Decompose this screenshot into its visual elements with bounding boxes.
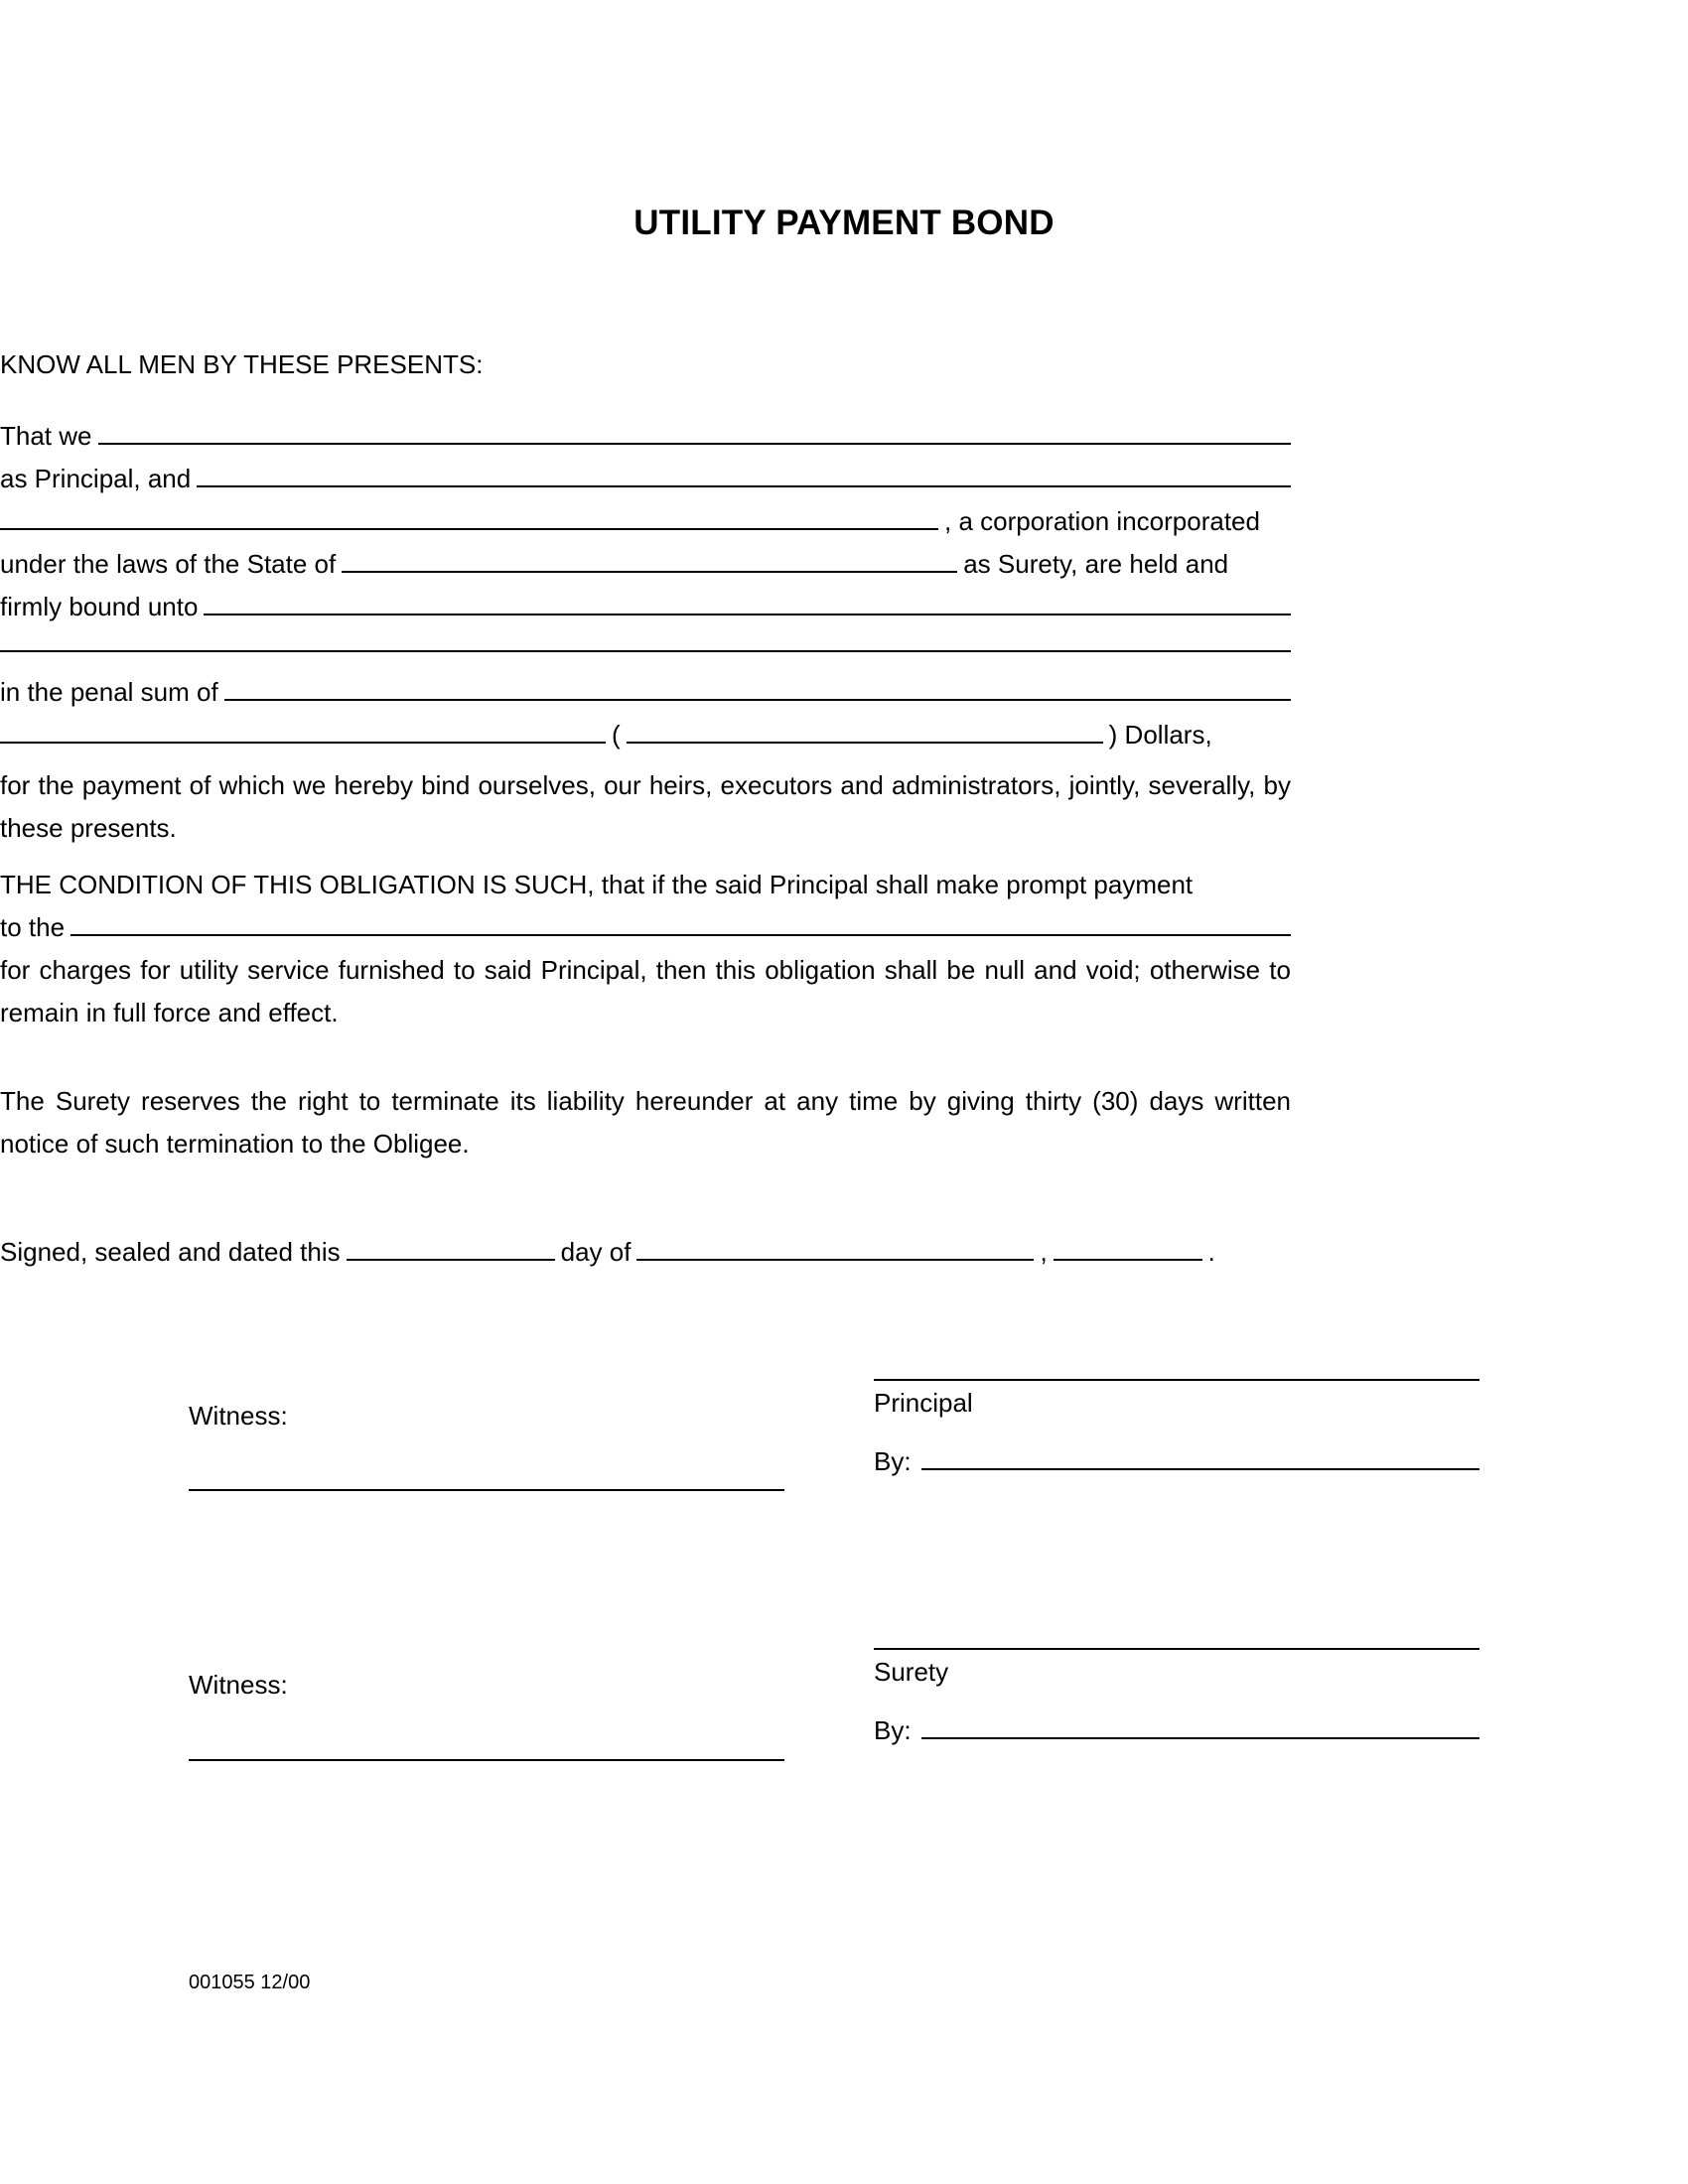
as-principal-and-line bbox=[0, 458, 1291, 500]
preamble-text: KNOW ALL MEN BY THESE PRESENTS: bbox=[0, 349, 484, 379]
corporation-incorporated-label: , a corporation incorporated bbox=[944, 506, 1260, 536]
under-the-laws-label: under the laws of the State of bbox=[0, 549, 337, 579]
obligee-blank-cont[interactable] bbox=[0, 650, 1291, 652]
comma-separator: , bbox=[1040, 1237, 1048, 1267]
year-blank[interactable] bbox=[1054, 1234, 1202, 1261]
day-of-label: day of bbox=[560, 1237, 632, 1267]
firmly-bound-unto-label: firmly bound unto bbox=[0, 592, 199, 621]
open-paren-label: ( bbox=[612, 720, 621, 750]
surety-by-row bbox=[874, 1713, 1479, 1746]
principal-label: Principal bbox=[874, 1388, 973, 1418]
page-title: UTILITY PAYMENT BOND bbox=[633, 204, 1055, 242]
principal-by-row bbox=[874, 1444, 1479, 1477]
form-code: 001055 12/00 bbox=[189, 1972, 311, 1993]
penal-sum-line bbox=[0, 671, 1291, 714]
signed-sealed-dated-line bbox=[0, 1231, 1291, 1274]
witness-label-surety: Witness: bbox=[189, 1670, 288, 1700]
penal-sum-words-blank[interactable] bbox=[224, 674, 1291, 701]
obligee-blank[interactable] bbox=[204, 589, 1291, 615]
termination-clause-paragraph: The Surety reserves the right to terminate its liability hereunder at any time by giving thirty (30) days written notice of such termination to the Obligee. bbox=[0, 1086, 1291, 1159]
surety-signature-line[interactable] bbox=[874, 1648, 1479, 1650]
close-paren-dollars-label: ) Dollars, bbox=[1108, 720, 1212, 750]
surety-label: Surety bbox=[874, 1657, 949, 1687]
surety-name-blank[interactable] bbox=[197, 461, 1291, 487]
payment-binding-paragraph: for the payment of which we hereby bind ourselves, our heirs, executors and administrators, jointly, severally, by these presents. bbox=[0, 770, 1291, 843]
that-we-line bbox=[0, 415, 1291, 458]
charges-clause-paragraph: for charges for utility service furnished to said Principal, then this obligation shall be null and void; otherwise to remain in full force and effect. bbox=[0, 955, 1291, 1027]
that-we-label: That we bbox=[0, 421, 92, 451]
corporation-incorporated-line bbox=[0, 500, 1291, 543]
firmly-bound-unto-line bbox=[0, 586, 1291, 628]
witness-signature-line-principal[interactable] bbox=[189, 1489, 784, 1491]
obligee-utility-line bbox=[0, 906, 1291, 949]
surety-name-blank-cont[interactable] bbox=[0, 503, 938, 530]
as-principal-and-label: as Principal, and bbox=[0, 464, 192, 493]
state-of-incorporation-line bbox=[0, 543, 1291, 586]
surety-by-label: By: bbox=[874, 1715, 912, 1745]
signed-sealed-label: Signed, sealed and dated this bbox=[0, 1237, 341, 1267]
day-blank[interactable] bbox=[347, 1234, 555, 1261]
principal-signature-line[interactable] bbox=[874, 1379, 1479, 1381]
month-blank[interactable] bbox=[636, 1234, 1034, 1261]
witness-label-principal: Witness: bbox=[189, 1401, 288, 1431]
preamble-line bbox=[0, 343, 1291, 386]
state-blank[interactable] bbox=[342, 546, 957, 573]
as-surety-label: as Surety, are held and bbox=[963, 549, 1229, 579]
principal-by-blank[interactable] bbox=[921, 1444, 1479, 1470]
principal-by-label: By: bbox=[874, 1446, 912, 1476]
utility-obligee-blank[interactable] bbox=[70, 909, 1291, 936]
surety-by-blank[interactable] bbox=[921, 1713, 1479, 1739]
condition-of-obligation-paragraph: THE CONDITION OF THIS OBLIGATION IS SUCH, that if the said Principal shall make prompt payment bbox=[0, 870, 1194, 899]
in-the-penal-sum-of-label: in the penal sum of bbox=[0, 677, 218, 707]
period-terminator: . bbox=[1207, 1237, 1215, 1267]
witness-signature-line-surety[interactable] bbox=[189, 1759, 784, 1761]
to-the-label: to the bbox=[0, 912, 66, 942]
principal-name-blank[interactable] bbox=[98, 418, 1292, 445]
